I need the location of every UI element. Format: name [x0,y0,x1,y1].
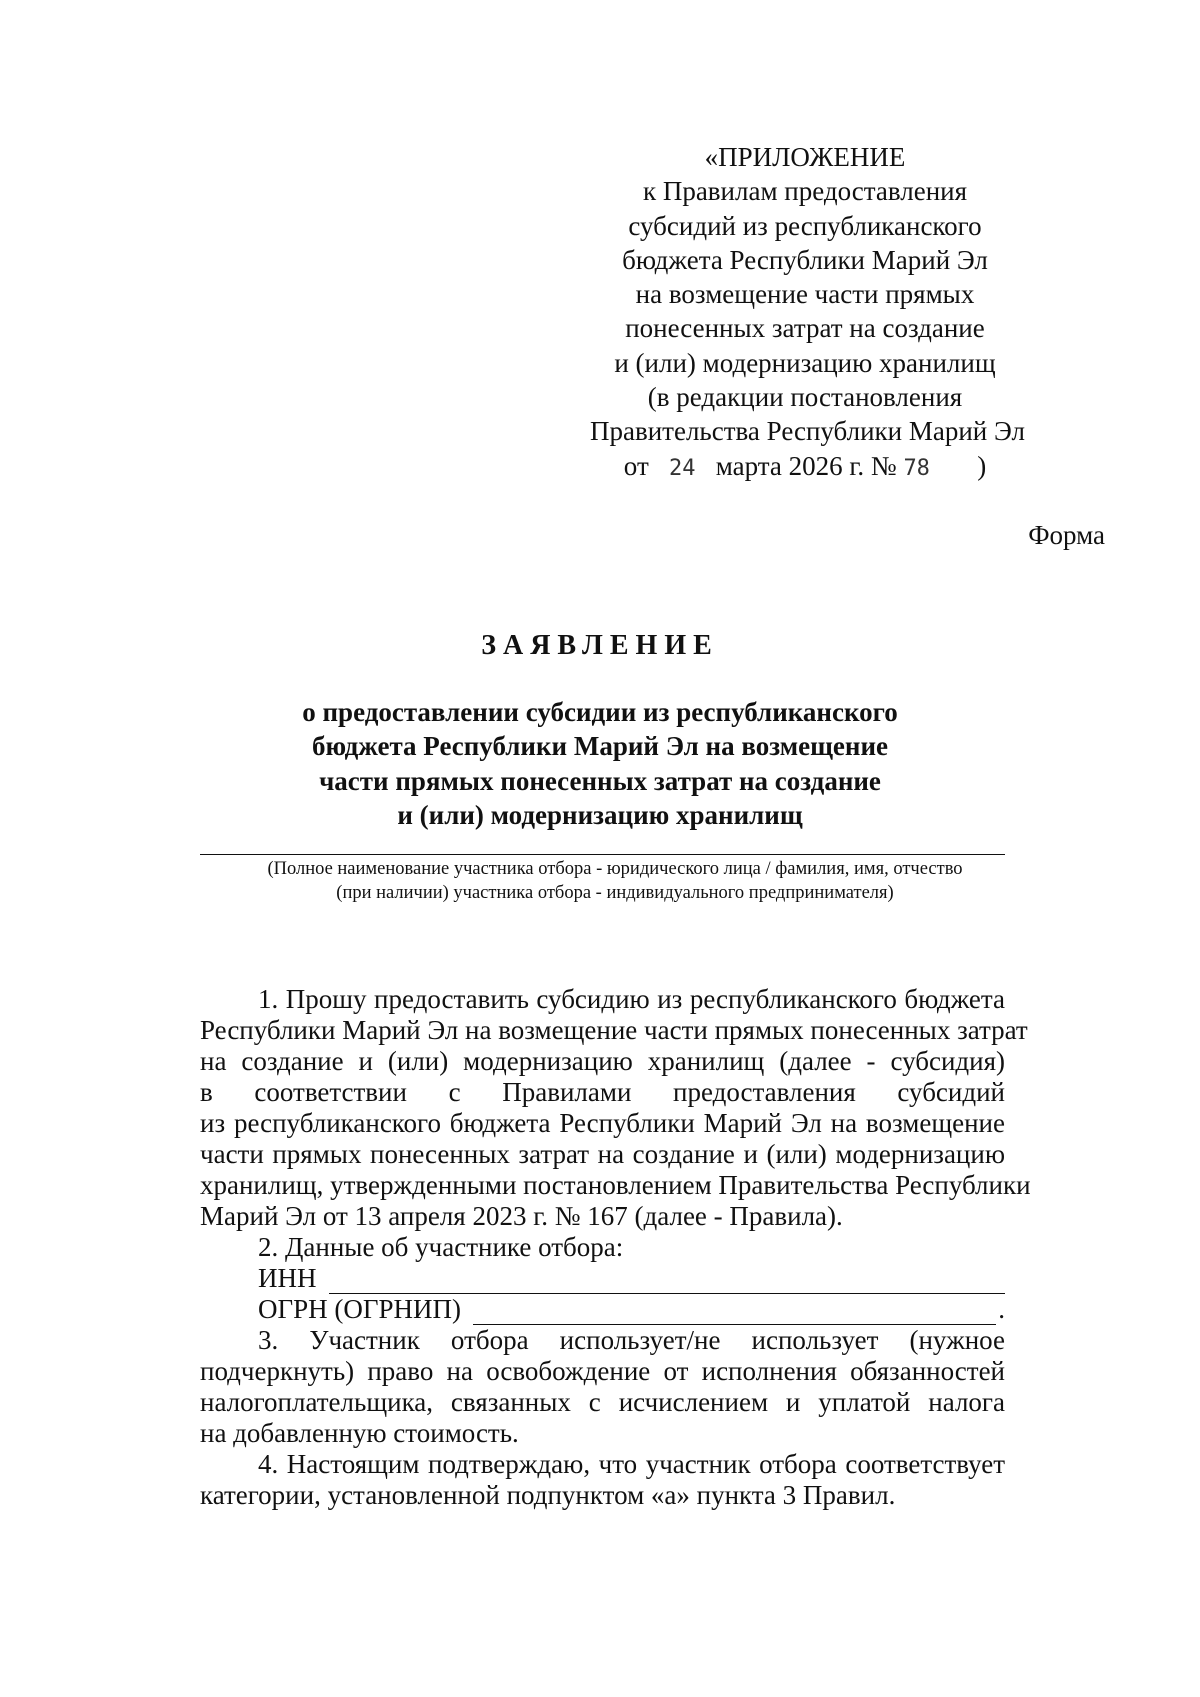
appendix-line: Правительства Республики Марий Эл [590,416,1025,447]
appendix-line: «ПРИЛОЖЕНИЕ [704,142,906,172]
date-close: ) [977,450,987,481]
paragraph-4-line: категории, установленной подпунктом «а» пункта 3 Правил. [200,1480,896,1510]
inn-label: ИНН [258,1263,317,1293]
paragraph-1-line: Республики Марий Эл на возмещение части прямых понесенных затрат [200,1015,1028,1045]
subtitle-line: части прямых понесенных затрат на создание [319,765,881,796]
paragraph-1-line: 1. Прошу предоставить субсидию из республиканского бюджета [258,984,1005,1014]
paragraph-1-line: на создание и (или) модернизацию хранилищ (далее - субсидия) [200,1046,1005,1076]
appendix-line: субсидий из республиканского [628,210,982,241]
document-title: ЗАЯВЛЕНИЕ [481,630,719,661]
form-label: Форма [1028,520,1105,550]
paragraph-2: 2. Данные об участнике отбора: [258,1232,624,1262]
inn-input-line[interactable] [329,1269,1006,1294]
appendix-line: к Правилам предоставления [642,176,968,207]
appendix-line: и (или) модернизацию хранилищ [614,347,996,378]
applicant-name-caption [200,857,1030,905]
subtitle-line: бюджета Республики Марий Эл на возмещение [312,731,888,762]
document-subtitle [260,695,940,832]
subtitle-line: о предоставлении субсидии из республиканского [302,697,898,727]
ogrn-label: ОГРН (ОГРНИП) [258,1294,461,1324]
paragraph-4-line: 4. Настоящим подтверждаю, что участник отбора соответствует [258,1449,1005,1479]
inn-field-row [200,1263,1005,1294]
caption-line: (Полное наименование участника отбора - юридического лица / фамилия, имя, отчество [267,859,963,879]
paragraph-1-line: хранилищ, утвержденными постановлением Правительства Республики [200,1170,1031,1200]
paragraph-1-line: части прямых понесенных затрат на создание и (или) модернизацию [200,1139,1005,1169]
date-day: 24 [669,455,696,481]
date-month-year: марта 2026 г. № [715,450,897,481]
paragraph-1-line: в соответствии с Правилами предоставления субсидий [200,1077,1005,1107]
ogrn-period: . [998,1294,1005,1324]
applicant-name-line [200,854,1005,855]
appendix-block [590,140,1025,486]
appendix-line: на возмещение части прямых [635,279,975,310]
appendix-line: бюджета Республики Марий Эл [622,244,988,275]
paragraph-1-line: Марий Эл от 13 апреля 2023 г. № 167 (далее - Правила). [200,1201,843,1231]
subtitle-line: и (или) модернизацию хранилищ [397,799,803,830]
ogrn-field-row [200,1294,1005,1325]
appendix-line: (в редакции постановления [647,382,963,413]
ogrn-input-line[interactable] [473,1300,996,1325]
appendix-line: понесенных затрат на создание [625,313,985,344]
appendix-date-line [590,449,1020,486]
caption-line: (при наличии) участника отбора - индивидуального предпринимателя) [336,883,894,903]
date-prefix: от [623,450,649,481]
paragraph-3-line: подчеркнуть) право на освобождение от исполнения обязанностей [200,1356,1005,1386]
document-body [200,984,1031,1511]
paragraph-1-line: из республиканского бюджета Республики Марий Эл на возмещение [200,1108,1005,1138]
paragraph-3-line: 3. Участник отбора использует/не использует (нужное [258,1325,1005,1355]
paragraph-3-line: налогоплательщика, связанных с исчислением и уплатой налога [200,1387,1005,1417]
document-number: 78 [903,455,930,481]
paragraph-3-line: на добавленную стоимость. [200,1418,519,1448]
